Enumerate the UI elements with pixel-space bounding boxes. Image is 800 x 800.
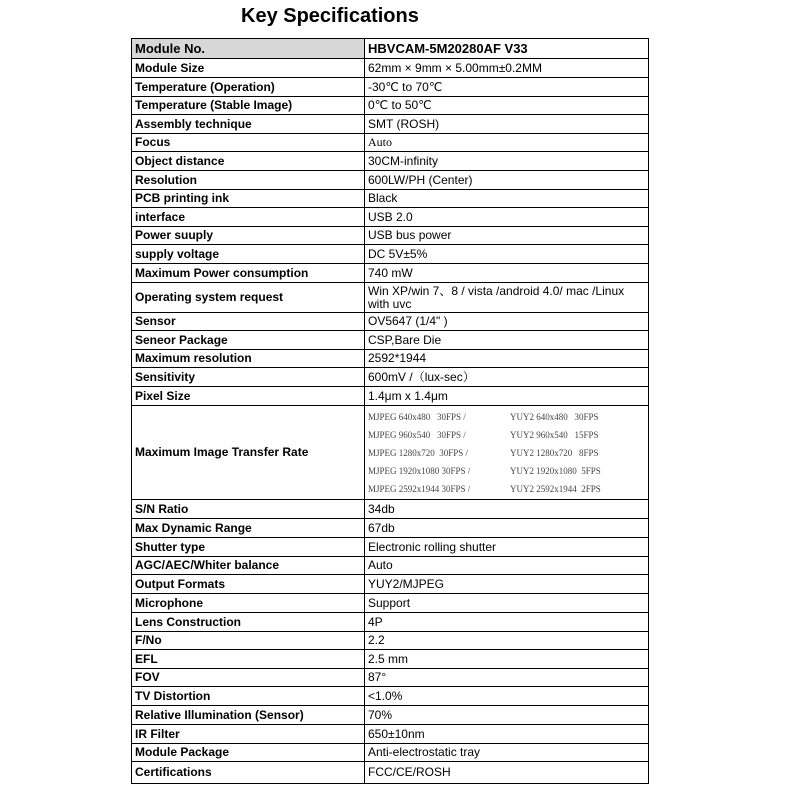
table-row [132, 500, 649, 519]
spec-label: interface [132, 208, 365, 227]
yuy2-rate: YUY2 1280x720 8FPS [510, 447, 599, 458]
table-row [132, 227, 649, 245]
yuy2-rate: YUY2 2592x1944 2FPS [510, 483, 601, 494]
spec-label: Lens Construction [132, 613, 365, 632]
table-row [132, 368, 649, 387]
table-row [132, 687, 649, 706]
spec-label: Module Package [132, 744, 365, 762]
table-row [132, 744, 649, 762]
yuy2-rate: YUY2 1920x1080 5FPS [510, 465, 601, 476]
spec-value: DC 5V±5% [365, 245, 649, 264]
spec-value: 650±10nm [365, 725, 649, 744]
spec-value: 67db [365, 519, 649, 538]
table-row [132, 762, 649, 784]
table-row [132, 575, 649, 594]
table-row [132, 78, 649, 97]
mjpeg-rate: MJPEG 2592x1944 30FPS / [368, 483, 471, 494]
transfer-rate-line [368, 426, 645, 444]
table-row [132, 594, 649, 613]
table-row [132, 115, 649, 134]
spec-value: 740 mW [365, 264, 649, 283]
transfer-rate-line [368, 480, 645, 498]
table-row [132, 313, 649, 331]
spec-value: 1.4μm x 1.4μm [365, 387, 649, 406]
spec-label: Shutter type [132, 538, 365, 557]
spec-label: IR Filter [132, 725, 365, 744]
spec-label: AGC/AEC/Whiter balance [132, 557, 365, 575]
header-label: Module No. [132, 39, 365, 59]
spec-value: 87° [365, 669, 649, 687]
spec-label: Temperature (Operation) [132, 78, 365, 97]
spec-value: 4P [365, 613, 649, 632]
table-row [132, 632, 649, 650]
table-row [132, 557, 649, 575]
spec-label: Max Dynamic Range [132, 519, 365, 538]
spec-label: Power suuply [132, 227, 365, 245]
spec-value: Black [365, 190, 649, 208]
mjpeg-rate: MJPEG 960x540 30FPS / [368, 429, 466, 440]
spec-value: -30℃ to 70℃ [365, 78, 649, 97]
spec-label: supply voltage [132, 245, 365, 264]
spec-value: Anti-electrostatic tray [365, 744, 649, 762]
spec-label: Resolution [132, 171, 365, 190]
table-row [132, 669, 649, 687]
table-row [132, 190, 649, 208]
spec-value: Win XP/win 7、8 / vista /android 4.0/ mac /Linux with uvc [365, 283, 649, 313]
spec-value: <1.0% [365, 687, 649, 706]
spec-value: 0℃ to 50℃ [365, 97, 649, 115]
spec-label: Focus [132, 134, 365, 152]
mjpeg-rate: MJPEG 640x480 30FPS / [368, 411, 466, 422]
spec-label: Operating system request [132, 283, 365, 313]
spec-value: USB 2.0 [365, 208, 649, 227]
mjpeg-rate: MJPEG 1280x720 30FPS / [368, 447, 469, 458]
page-title: Key Specifications [241, 5, 419, 27]
spec-label: Maximum Power consumption [132, 264, 365, 283]
transfer-rate-line [368, 462, 645, 480]
spec-label: Temperature (Stable Image) [132, 97, 365, 115]
table-row [132, 152, 649, 171]
spec-value: 2592*1944 [365, 350, 649, 368]
header-value: HBVCAM-5M20280AF V33 [365, 39, 649, 59]
spec-label: Seneor Package [132, 331, 365, 350]
spec-label: Maximum Image Transfer Rate [132, 406, 365, 500]
spec-label: Output Formats [132, 575, 365, 594]
spec-label: Assembly technique [132, 115, 365, 134]
spec-value: 34db [365, 500, 649, 519]
transfer-rate-line [368, 444, 645, 462]
table-header-row [132, 39, 649, 59]
table-row [132, 208, 649, 227]
spec-value: Auto [365, 557, 649, 575]
spec-label: Relative Illumination (Sensor) [132, 706, 365, 725]
spec-value: 2.5 mm [365, 650, 649, 669]
table-row [132, 331, 649, 350]
spec-value: FCC/CE/ROSH [365, 762, 649, 784]
spec-label: Certifications [132, 762, 365, 784]
table-row [132, 406, 649, 500]
table-row [132, 171, 649, 190]
transfer-rate-line [368, 408, 645, 426]
spec-label: Microphone [132, 594, 365, 613]
yuy2-rate: YUY2 640x480 30FPS [510, 411, 599, 422]
spec-value: 600mV /（lux-sec） [365, 368, 649, 387]
spec-table [131, 38, 649, 784]
spec-value: YUY2/MJPEG [365, 575, 649, 594]
spec-value: 600LW/PH (Center) [365, 171, 649, 190]
spec-value: SMT (ROSH) [365, 115, 649, 134]
table-row [132, 97, 649, 115]
table-row [132, 387, 649, 406]
spec-label: Object distance [132, 152, 365, 171]
table-row [132, 245, 649, 264]
spec-value: 70% [365, 706, 649, 725]
spec-label: F/No [132, 632, 365, 650]
spec-label: PCB printing ink [132, 190, 365, 208]
transfer-rate-list [365, 406, 649, 500]
table-row [132, 350, 649, 368]
spec-label: S/N Ratio [132, 500, 365, 519]
spec-value: Electronic rolling shutter [365, 538, 649, 557]
table-row [132, 725, 649, 744]
yuy2-rate: YUY2 960x540 15FPS [510, 429, 599, 440]
table-row [132, 264, 649, 283]
table-row [132, 613, 649, 632]
spec-label: TV Distortion [132, 687, 365, 706]
table-row [132, 706, 649, 725]
spec-value: CSP,Bare Die [365, 331, 649, 350]
table-row [132, 538, 649, 557]
spec-value: OV5647 (1/4" ) [365, 313, 649, 331]
spec-label: Sensitivity [132, 368, 365, 387]
spec-label: Sensor [132, 313, 365, 331]
mjpeg-rate: MJPEG 1920x1080 30FPS / [368, 465, 471, 476]
spec-value: USB bus power [365, 227, 649, 245]
spec-label: FOV [132, 669, 365, 687]
spec-label: Module Size [132, 59, 365, 78]
spec-value: 62mm × 9mm × 5.00mm±0.2MM [365, 59, 649, 78]
table-row [132, 519, 649, 538]
spec-value: Auto [365, 134, 649, 152]
table-row [132, 59, 649, 78]
spec-label: Pixel Size [132, 387, 365, 406]
table-row [132, 134, 649, 152]
spec-value: 2.2 [365, 632, 649, 650]
spec-label: EFL [132, 650, 365, 669]
spec-value: 30CM-infinity [365, 152, 649, 171]
table-row [132, 283, 649, 313]
spec-label: Maximum resolution [132, 350, 365, 368]
spec-value: Support [365, 594, 649, 613]
table-row [132, 650, 649, 669]
